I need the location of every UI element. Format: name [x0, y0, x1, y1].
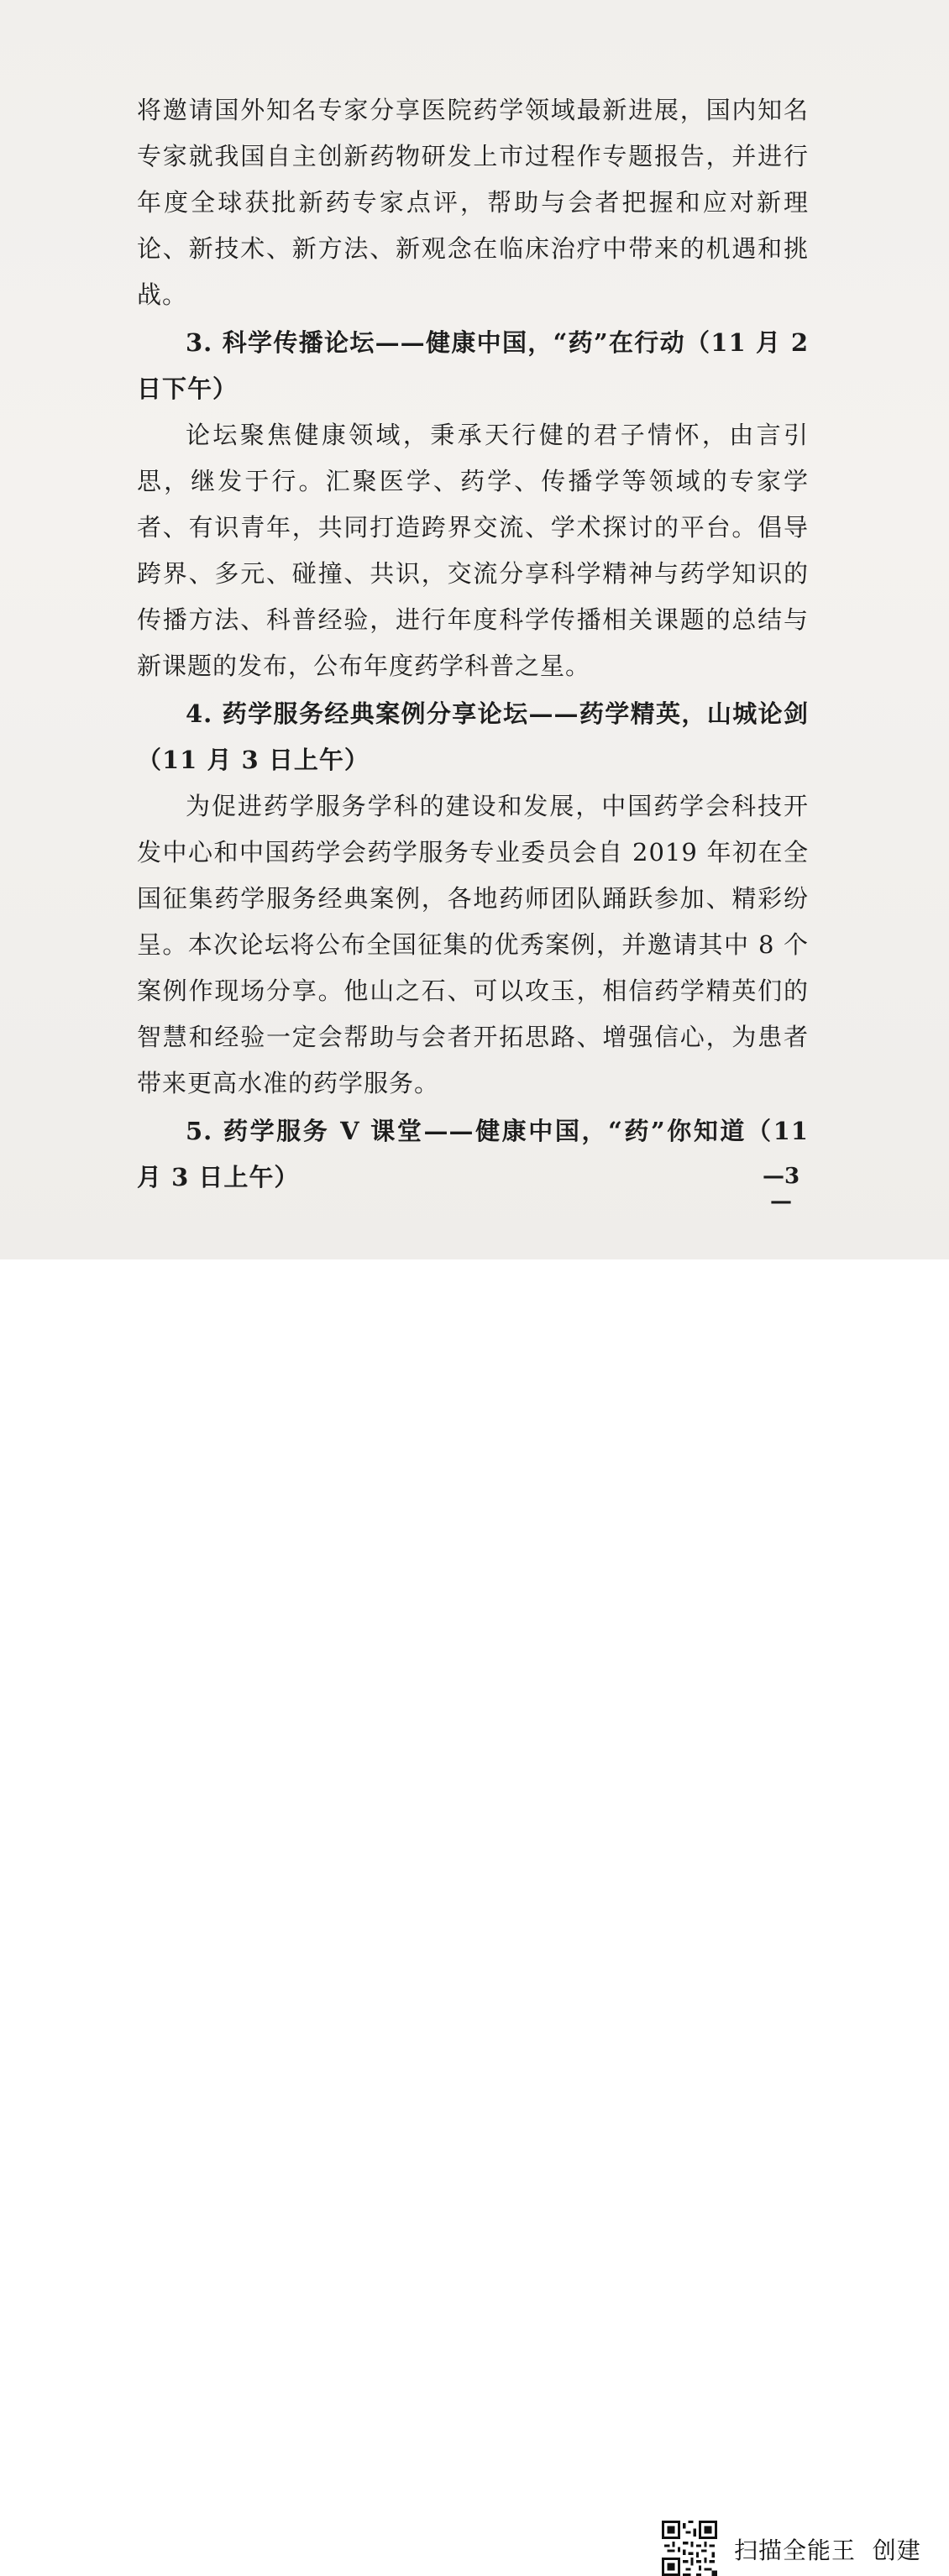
scanner-footer: [0, 1259, 949, 2564]
scanned-page: [0, 0, 949, 1259]
document-body: [137, 87, 809, 1201]
paragraph-continued: 将邀请国外知名专家分享医院药学领域最新进展，国内知名专家就我国自主创新药物研发上市过程作专题报告，并进行年度全球获批新药专家点评，帮助与会者把握和应对新理论、新技术、新方法、新观念在临床治疗中带来的机遇和挑战。: [137, 96, 809, 309]
page-number: —3—: [762, 1164, 800, 1214]
section-heading-5: 5. 药学服务 V 课堂——健康中国，“药”你知道（11 月 3 日上午）: [137, 1117, 809, 1191]
paragraph-section-3: 论坛聚焦健康领域，秉承天行健的君子情怀，由言引思，继发于行。汇聚医学、药学、传播学等领域的专家学者、有识青年，共同打造跨界交流、学术探讨的平台。倡导跨界、多元、碰撞、共识，交流分享科学精神与药学知识的传播方法、科普经验，进行年度科学传播相关课题的总结与新课题的发布，公布年度药学科普之星。: [137, 421, 809, 680]
paragraph-section-4: 为促进药学服务学科的建设和发展，中国药学会科技开发中心和中国药学会药学服务专业委员会自 2019 年初在全国征集药学服务经典案例，各地药师团队踊跃参加、精彩纷呈。本次论坛将公布全国征集的优秀案例，并邀请其中 8 个案例作现场分享。他山之石、可以攻玉，相信药学精英们的智慧和经验一定会帮助与会者开拓思路、增强信心，为患者带来更高水准的药学服务。: [137, 792, 809, 1097]
section-heading-4: 4. 药学服务经典案例分享论坛——药学精英，山城论剑（11 月 3 日上午）: [137, 699, 809, 774]
qr-code-icon: [662, 2521, 717, 2576]
section-heading-3: 3. 科学传播论坛——健康中国，“药”在行动（11 月 2 日下午）: [137, 328, 809, 403]
scanner-watermark-label: 扫描全能王 创建: [734, 2537, 921, 2564]
